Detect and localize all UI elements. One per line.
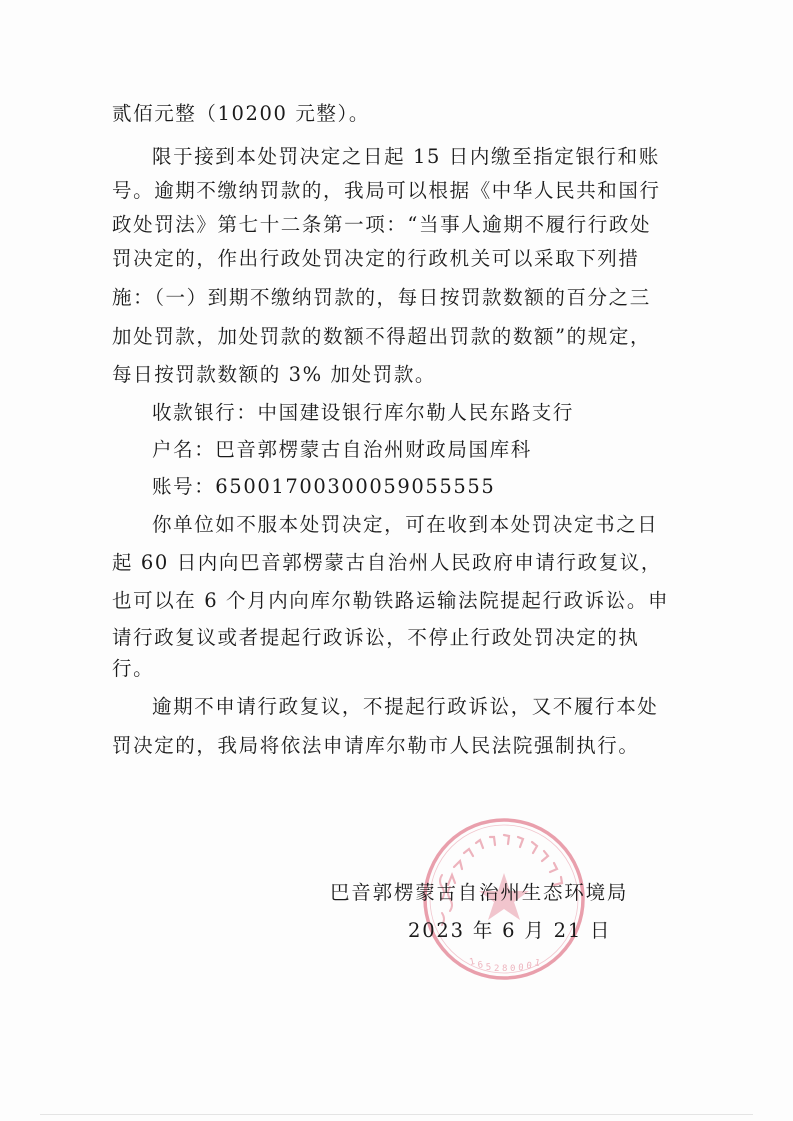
paragraph-line: 加处罚款，加处罚款的数额不得超出罚款的数额”的规定， bbox=[112, 325, 652, 348]
svg-text:8: 8 bbox=[502, 964, 508, 974]
paragraph-line: 每日按罚款数额的 3% 加处罚款。 bbox=[112, 363, 437, 386]
svg-text:6: 6 bbox=[477, 960, 484, 971]
paragraph-line: 起 60 日内向巴音郭楞蒙古自治州人民政府申请行政复议， bbox=[112, 551, 663, 574]
paragraph-line: 罚决定的，我局将依法申请库尔勒市人民法院强制执行。 bbox=[112, 734, 640, 757]
paragraph-line: 也可以在 6 个月内向库尔勒铁路运输法院提起行政诉讼。申 bbox=[112, 589, 670, 612]
page-bottom-edge bbox=[40, 1114, 753, 1115]
svg-text:0: 0 bbox=[517, 963, 524, 974]
svg-text:1: 1 bbox=[533, 958, 541, 970]
paragraph-line: 施：（一）到期不缴纳罚款的，每日按罚款数额的百分之三 bbox=[112, 286, 651, 309]
paragraph-line: 逾期不申请行政复议，不提起行政诉讼，又不履行本处 bbox=[152, 695, 659, 718]
paragraph-line: 限于接到本处罚决定之日起 15 日内缴至指定银行和账 bbox=[152, 145, 660, 168]
paragraph-line: 号。逾期不缴纳罚款的，我局可以根据《中华人民共和国行 bbox=[112, 179, 661, 202]
account-name-line: 户名：巴音郭楞蒙古自治州财政局国库科 bbox=[152, 438, 532, 461]
svg-text:1: 1 bbox=[468, 957, 476, 968]
bank-line: 收款银行：中国建设银行库尔勒人民东路支行 bbox=[152, 401, 575, 424]
svg-text:0: 0 bbox=[525, 961, 533, 972]
svg-text:0: 0 bbox=[510, 964, 516, 974]
paragraph-line: 你单位如不服本处罚决定，可在收到本处罚决定书之日 bbox=[152, 513, 659, 536]
svg-text:2: 2 bbox=[494, 964, 500, 974]
paragraph-line: 政处罚法》第七十二条第一项：“当事人逾期不履行行政处 bbox=[112, 213, 652, 236]
issue-date: 2023 年 6 月 21 日 bbox=[408, 919, 612, 942]
paragraph-line: 罚决定的，作出行政处罚决定的行政机关可以采取下列措 bbox=[112, 247, 640, 270]
paragraph-line: 请行政复议或者提起行政诉讼，不停止行政处罚决定的执 bbox=[112, 626, 640, 649]
issuing-organization: 巴音郭楞蒙古自治州生态环境局 bbox=[330, 881, 629, 904]
svg-text:5: 5 bbox=[485, 962, 492, 973]
account-number-line: 账号：65001700300059055555 bbox=[152, 475, 496, 498]
paragraph-line: 行。 bbox=[112, 657, 155, 680]
paragraph-line: 贰佰元整（10200 元整）。 bbox=[112, 102, 370, 125]
